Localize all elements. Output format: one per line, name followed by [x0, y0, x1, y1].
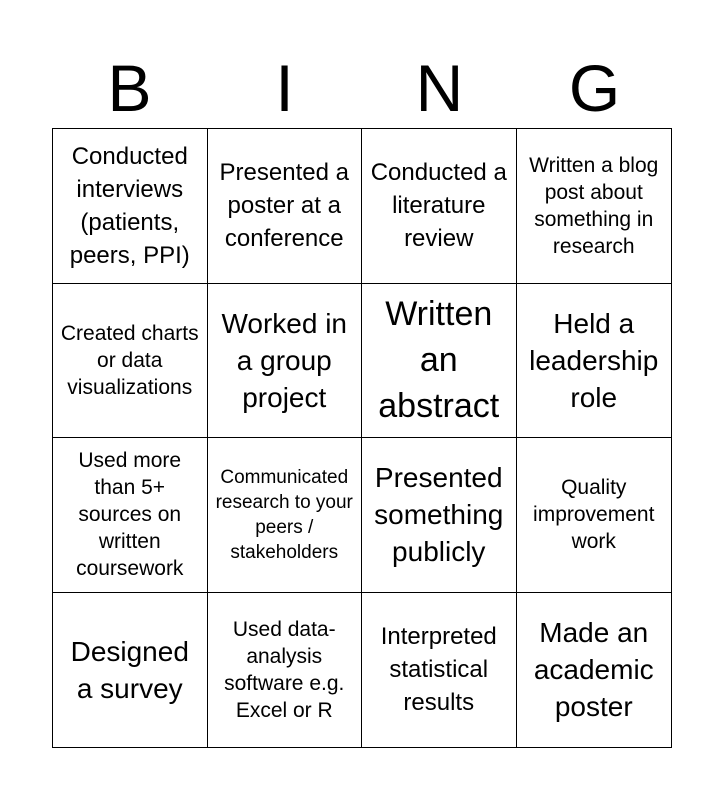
bingo-cell[interactable] [517, 593, 672, 748]
bingo-cell[interactable] [208, 593, 363, 748]
bingo-cell[interactable] [362, 593, 517, 748]
bingo-cell[interactable] [362, 129, 517, 284]
bingo-cell-text: Used more than 5+ sources on written coursework [76, 449, 184, 581]
bingo-header [52, 48, 672, 128]
bingo-cell-text: Quality improvement work [533, 476, 655, 554]
bingo-grid [52, 128, 672, 748]
bingo-cell-text: Worked in a group project [221, 307, 348, 413]
bingo-cell-text: Presented a poster at a conference [219, 159, 349, 253]
header-letter-n: N [415, 51, 464, 125]
bingo-cell-text: Used data-analysis software e.g. Excel or R [224, 617, 345, 722]
bingo-cell[interactable] [362, 438, 517, 593]
bingo-cell-text: Designed a survey [70, 635, 189, 704]
bingo-cell[interactable] [53, 129, 208, 284]
bingo-cell-text: Written a blog post about something in research [529, 153, 659, 258]
bingo-cell-text: Communicated research to your peers / stakeholders [215, 466, 353, 563]
bingo-cell-text: Held a leadership role [529, 307, 659, 413]
header-letter-i: I [275, 51, 294, 125]
bingo-cell-text: Interpreted statistical results [380, 623, 497, 717]
bingo-cell[interactable] [208, 438, 363, 593]
bingo-cell[interactable] [53, 284, 208, 439]
bingo-cell[interactable] [53, 438, 208, 593]
header-letter-b: B [107, 51, 152, 125]
bingo-cell[interactable] [517, 438, 672, 593]
bingo-cell[interactable] [208, 284, 363, 439]
bingo-cell[interactable] [362, 284, 517, 439]
bingo-cell-text: Presented something publicly [374, 462, 504, 568]
bingo-cell[interactable] [53, 593, 208, 748]
bingo-cell-text: Written an abstract [378, 295, 500, 426]
bingo-cell-text: Made an academic poster [533, 617, 654, 723]
bingo-cell[interactable] [517, 284, 672, 439]
header-letter-g: G [568, 51, 621, 125]
bingo-cell[interactable] [208, 129, 363, 284]
bingo-cell[interactable] [517, 129, 672, 284]
bingo-cell-text: Conducted interviews (patients, peers, PPI) [69, 142, 190, 269]
bingo-cell-text: Created charts or data visualizations [60, 321, 199, 399]
bingo-cell-text: Conducted a literature review [370, 159, 507, 253]
